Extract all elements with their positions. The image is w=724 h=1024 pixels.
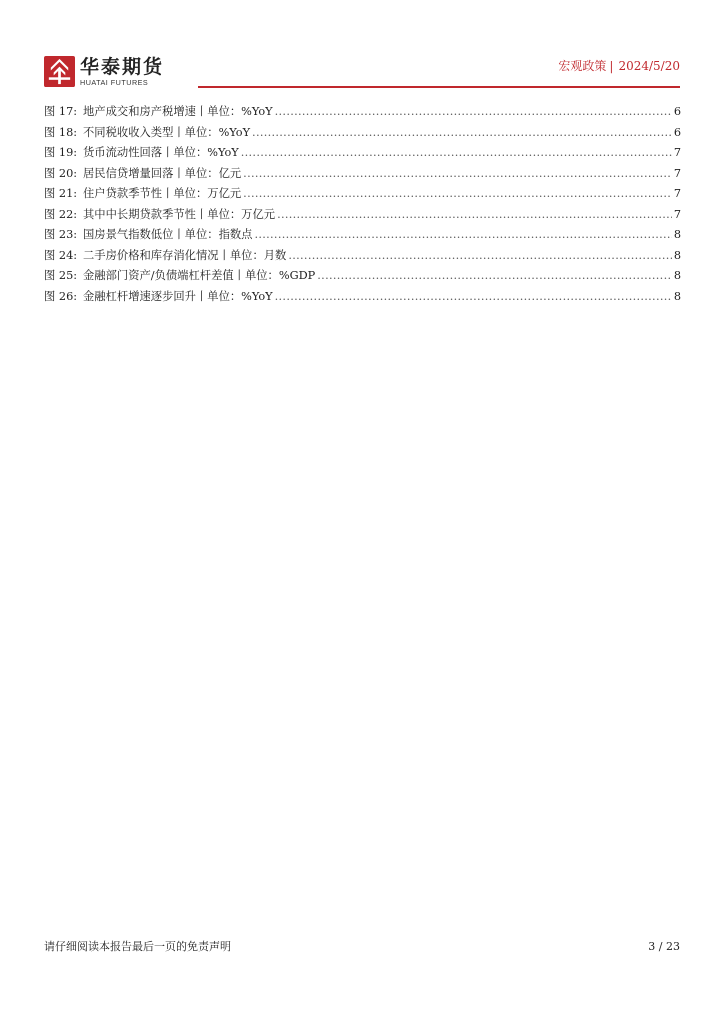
dot-leader — [317, 266, 672, 287]
figure-list — [44, 102, 681, 307]
figure-label: 图 17: — [44, 105, 78, 118]
figure-title: 居民信贷增量回落丨单位：亿元 — [83, 166, 242, 180]
toc-entry[interactable] — [44, 225, 681, 246]
dot-leader — [243, 184, 672, 205]
figure-title: 货币流动性回落丨单位：%YoY — [83, 146, 239, 159]
company-name-cn: 华泰期货 — [80, 55, 165, 78]
figure-title: 不同税收收入类型丨单位：%YoY — [83, 125, 251, 139]
company-name-en: HUATAI FUTURES — [80, 77, 149, 87]
company-logo — [44, 56, 164, 87]
figure-title: 金融部门资产/负债端杠杆差值丨单位：%GDP — [83, 269, 316, 282]
figure-label: 图 25: — [44, 269, 78, 282]
report-date: 2024/5/20 — [618, 59, 680, 73]
figure-title: 地产成交和房产税增速丨单位：%YoY — [83, 105, 273, 118]
dot-leader — [252, 123, 672, 144]
report-header-info — [558, 59, 680, 73]
toc-entry[interactable] — [44, 102, 681, 123]
toc-entry[interactable] — [44, 164, 681, 185]
footer-disclaimer: 请仔细阅读本报告最后一页的免责声明 — [44, 940, 231, 953]
dot-leader — [288, 246, 671, 267]
figure-label: 图 18: — [44, 125, 78, 139]
logo-text — [80, 57, 164, 87]
dot-leader — [254, 225, 671, 246]
figure-page-number: 8 — [673, 228, 681, 241]
figure-label: 图 22: — [44, 207, 78, 221]
figure-label: 图 24: — [44, 248, 78, 262]
figure-title: 国房景气指数低位丨单位：指数点 — [83, 228, 253, 241]
toc-entry[interactable] — [44, 246, 681, 267]
report-type: 宏观政策 — [558, 59, 607, 73]
figure-title: 住户贷款季节性丨单位：万亿元 — [83, 187, 242, 200]
page-number: 3 / 23 — [648, 940, 680, 953]
figure-title: 金融杠杆增速逐步回升丨单位：%YoY — [83, 289, 273, 303]
toc-entry[interactable] — [44, 287, 681, 308]
figure-page-number: 8 — [673, 289, 681, 303]
toc-entry[interactable] — [44, 184, 681, 205]
figure-page-number: 6 — [673, 105, 681, 118]
dot-leader — [243, 164, 672, 185]
figure-label: 图 23: — [44, 228, 78, 241]
figure-title: 其中中长期贷款季节性丨单位：万亿元 — [83, 207, 276, 221]
dot-leader — [277, 205, 672, 226]
toc-entry[interactable] — [44, 205, 681, 226]
figure-page-number: 6 — [673, 125, 681, 139]
dot-leader — [275, 287, 672, 308]
figure-page-number: 7 — [673, 207, 681, 221]
figure-page-number: 7 — [673, 187, 681, 200]
toc-entry[interactable] — [44, 266, 681, 287]
dot-leader — [241, 143, 672, 164]
figure-page-number: 8 — [673, 248, 681, 262]
figure-title: 二手房价格和库存消化情况丨单位：月数 — [83, 248, 287, 262]
header-divider — [198, 86, 680, 88]
figure-label: 图 26: — [44, 289, 78, 303]
figure-page-number: 7 — [673, 146, 681, 159]
huatai-logo-icon — [44, 56, 75, 87]
figure-label: 图 19: — [44, 146, 78, 159]
dot-leader — [275, 102, 672, 123]
figure-label: 图 20: — [44, 166, 78, 180]
figure-page-number: 7 — [673, 166, 681, 180]
figure-label: 图 21: — [44, 187, 78, 200]
figure-page-number: 8 — [673, 269, 681, 282]
header-separator: | — [609, 59, 614, 73]
toc-entry[interactable] — [44, 143, 681, 164]
toc-entry[interactable] — [44, 123, 681, 144]
